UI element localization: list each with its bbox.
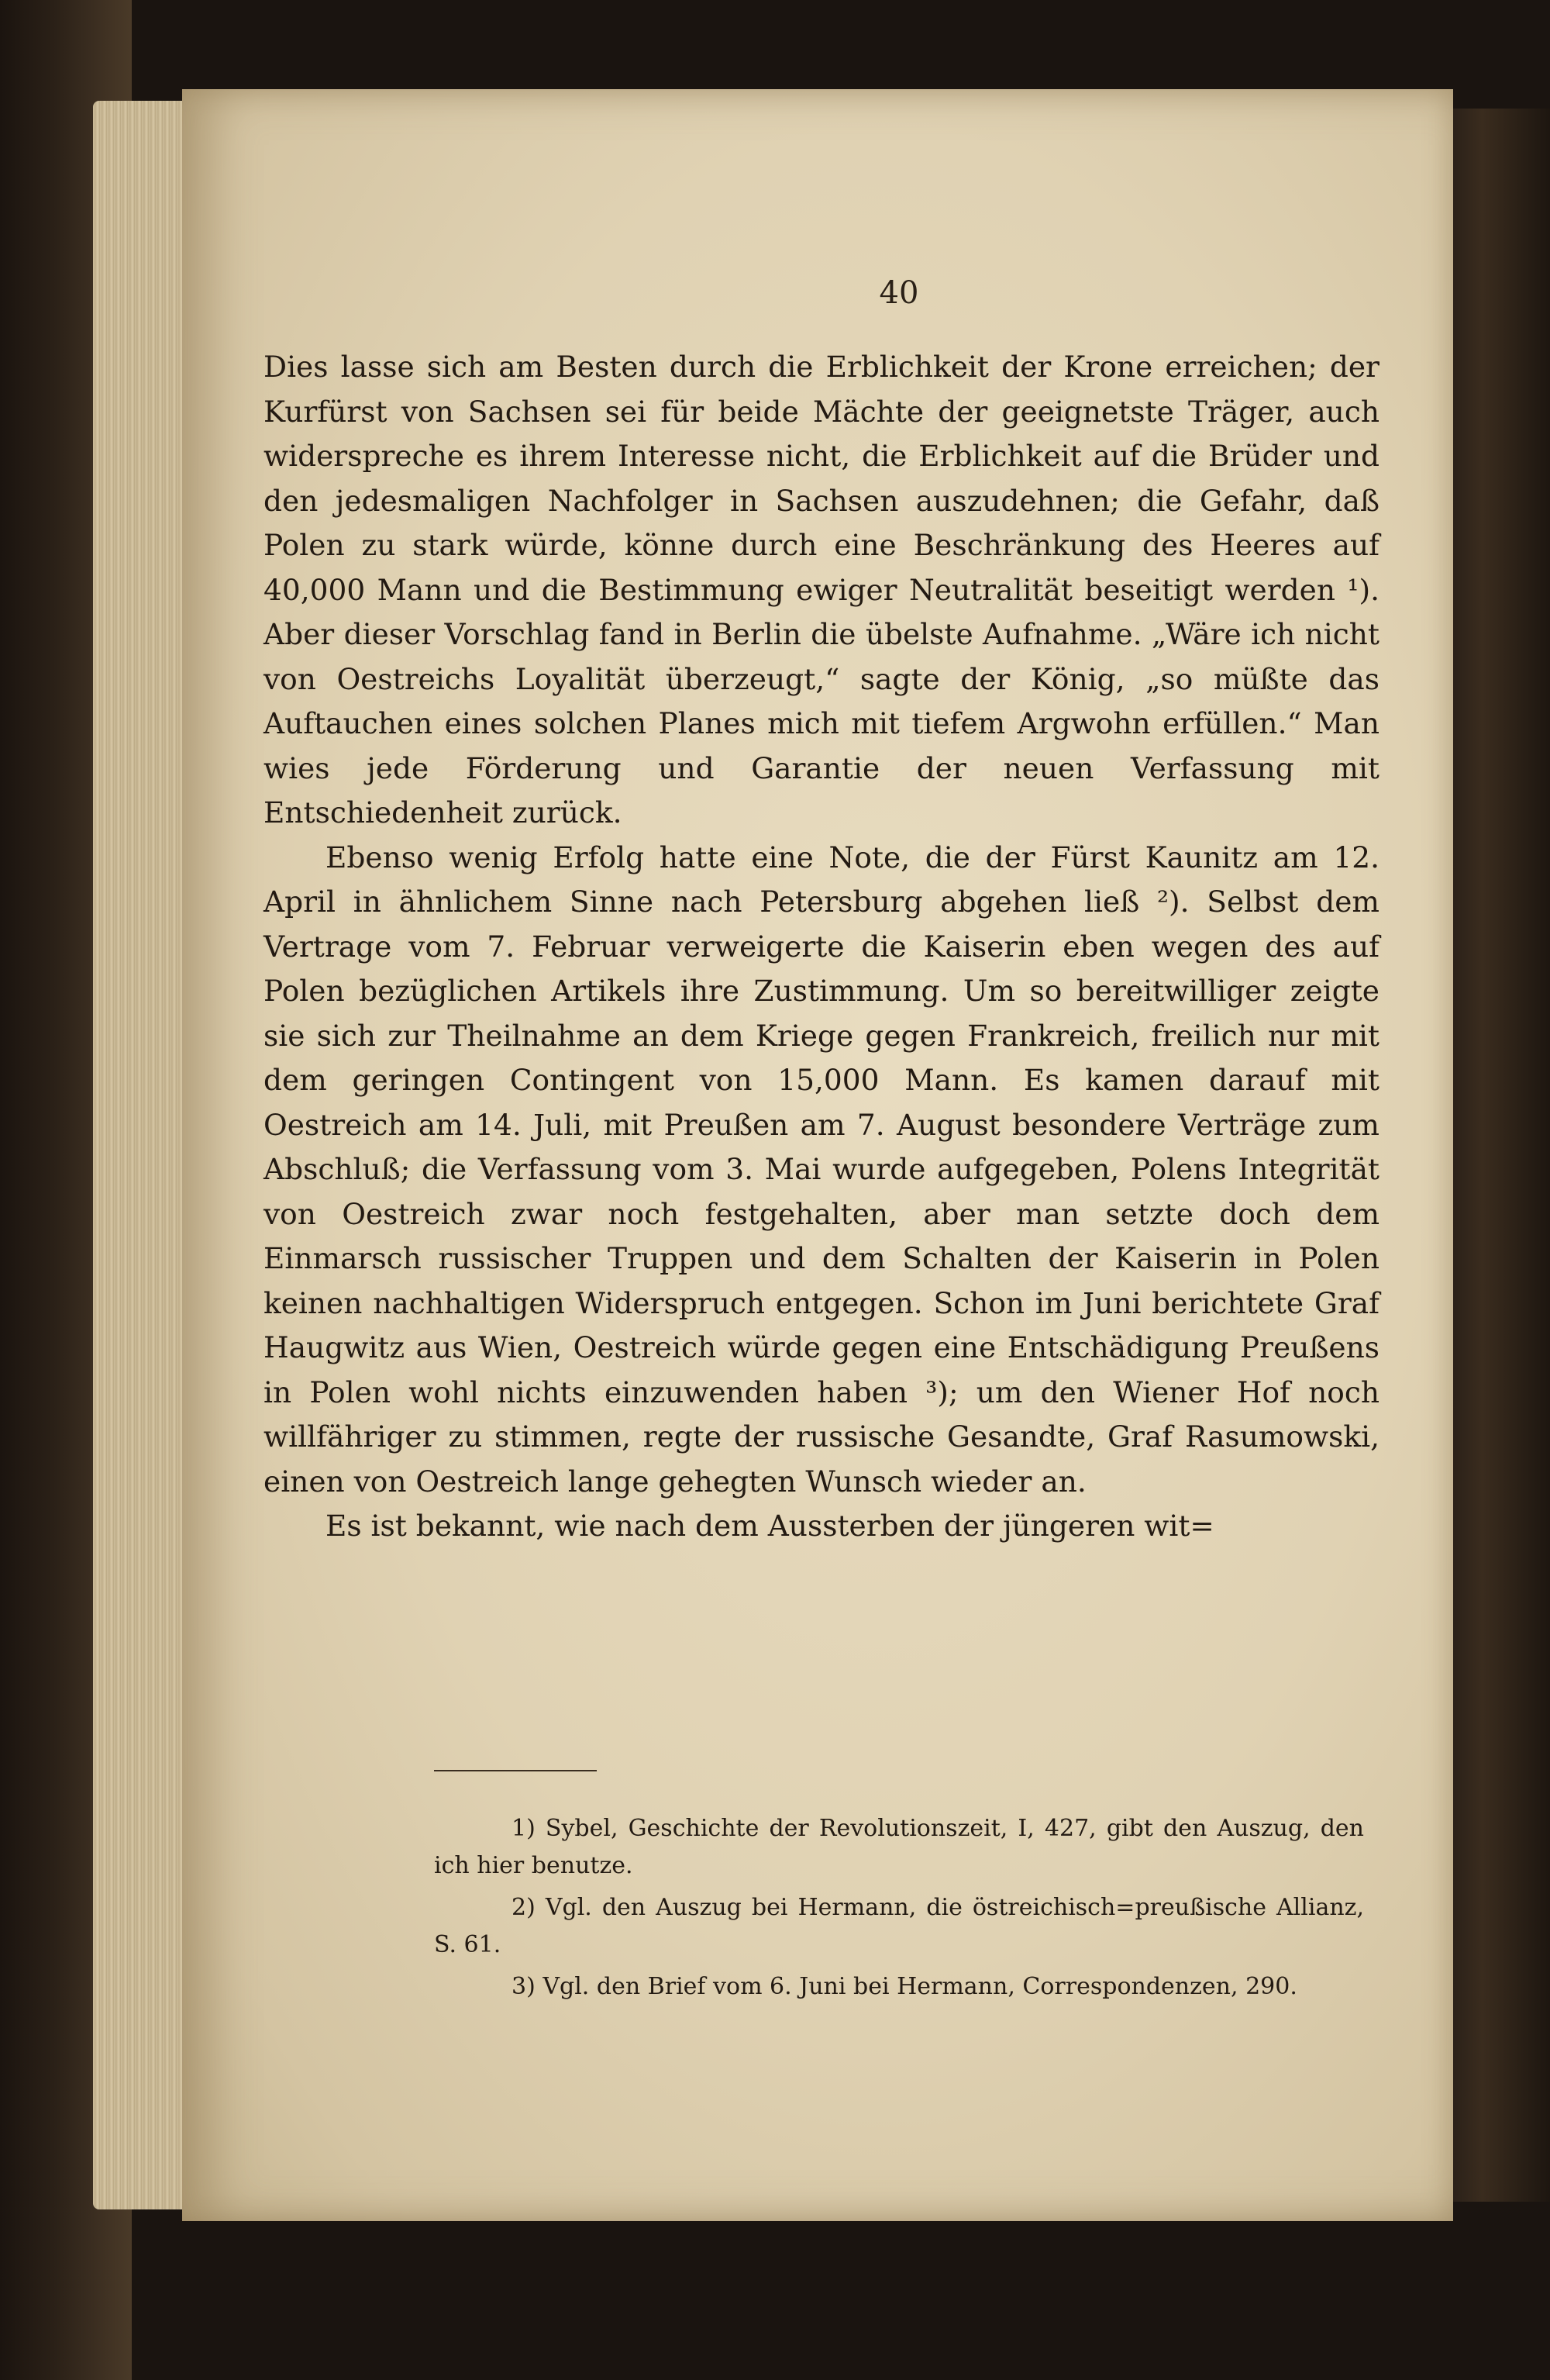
paragraph: Dies lasse sich am Besten durch die Erblichkeit der Krone erreichen; der Kurfürst von Sachsen sei für beide Mächte der geeignetste Träger, auch widerspreche es ihrem Interesse nicht, die Erblichkeit auf die Brüder und den jedesmaligen Nachfolger in Sachsen auszudehnen; die Gefahr, daß Polen zu stark würde, könne durch eine Beschränkung des Heeres auf 40,000 Mann und die Bestimmung ewiger Neutralität beseitigt werden ¹). Aber dieser Vorschlag fand in Berlin die übelste Aufnahme. „Wäre ich nicht von Oestreichs Loyalität überzeugt,“ sagte der König, „so müßte das Auftauchen eines solchen Planes mich mit tiefem Argwohn erfüllen.“ Man wies jede Förderung und Garantie der neuen Verfassung mit Entschiedenheit zurück. [264, 350, 1380, 830]
footnote: 3) Vgl. den Brief vom 6. Juni bei Hermann, Correspondenzen, 290. [512, 1973, 1297, 2000]
page-number: 40 [879, 275, 919, 311]
paragraph: Es ist bekannt, wie nach dem Aussterben der jüngeren wit= [326, 1509, 1214, 1543]
book-binding-right [1453, 109, 1550, 2202]
footnote: 1) Sybel, Geschichte der Revolutionszeit, I, 427, gibt den Auszug, den ich hier benutze. [434, 1815, 1364, 1879]
footnote-divider [434, 1770, 597, 1771]
footnote: 2) Vgl. den Auszug bei Hermann, die östreichisch=preußische Allianz, S. 61. [434, 1894, 1364, 1958]
footnotes [434, 1810, 1364, 2010]
main-text [264, 345, 1380, 1549]
paragraph: Ebenso wenig Erfolg hatte eine Note, die der Fürst Kaunitz am 12. April in ähnlichem Sinne nach Petersburg abgehen ließ ²). Selbst dem Vertrage vom 7. Februar verweigerte die Kaiserin eben wegen des auf Polen bezüglichen Artikels ihre Zustimmung. Um so bereitwilliger zeigte sie sich zur Theilnahme an dem Kriege gegen Frankreich, freilich nur mit dem geringen Contingent von 15,000 Mann. Es kamen darauf mit Oestreich am 14. Juli, mit Preußen am 7. August besondere Verträge zum Abschluß; die Verfassung vom 3. Mai wurde aufgegeben, Polens Integrität von Oestreich zwar noch festgehalten, aber man setzte doch dem Einmarsch russischer Truppen und dem Schalten der Kaiserin in Polen keinen nachhaltigen Widerspruch entgegen. Schon im Juni berichtete Graf Haugwitz aus Wien, Oestreich würde gegen eine Entschädigung Preußens in Polen wohl nichts einzuwenden haben ³); um den Wiener Hof noch willfähriger zu stimmen, regte der russische Gesandte, Graf Rasumowski, einen von Oestreich lange gehegten Wunsch wieder an. [264, 840, 1380, 1499]
